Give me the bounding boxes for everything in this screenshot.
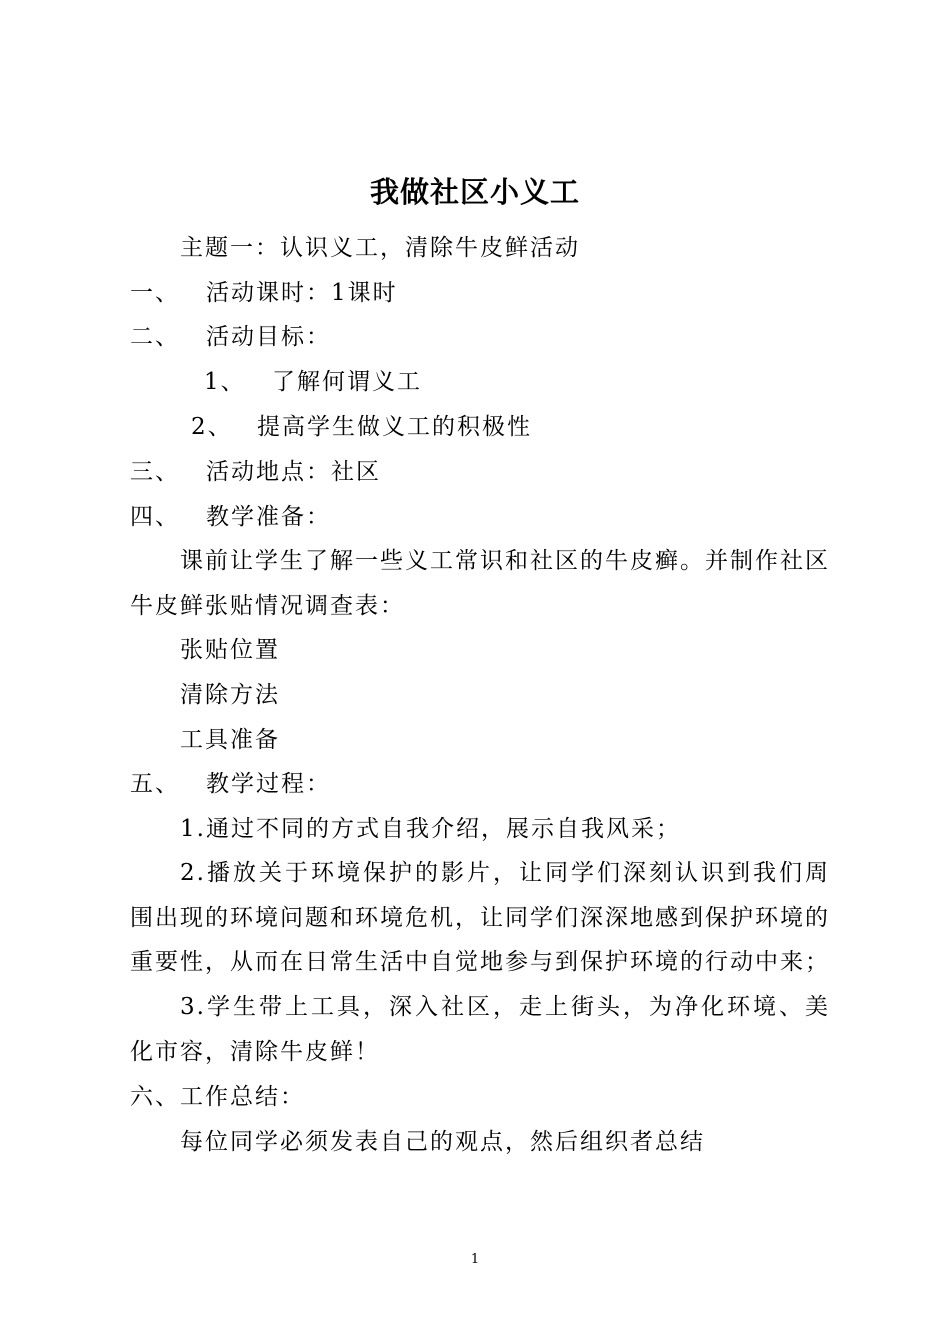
section-2 — [130, 320, 331, 354]
goal-text: 提高学生做义工的积极性 — [257, 414, 532, 440]
goal-number: 2、 — [191, 414, 233, 440]
section-number: 五、 — [130, 771, 180, 797]
step-3 — [130, 985, 830, 1074]
page-number: 1 — [470, 1252, 480, 1267]
section-text: 活动课时：1课时 — [206, 280, 398, 306]
prep-item-3: 工具准备 — [180, 727, 280, 753]
summary-text: 每位同学必须发表自己的观点，然后组织者总结 — [180, 1129, 705, 1155]
theme-line: 主题一：认识义工，清除牛皮鲜活动 — [180, 235, 580, 261]
section-text: 教学过程： — [206, 771, 331, 797]
section-text: 教学准备： — [206, 504, 331, 530]
section-number: 四、 — [130, 504, 180, 530]
goal-1 — [204, 365, 422, 399]
section-6: 六、工作总结： — [130, 1084, 305, 1110]
document-title: 我做社区小义工 — [369, 175, 580, 209]
prep-paragraph — [130, 539, 830, 628]
step-2 — [130, 851, 830, 985]
section-1 — [130, 276, 398, 310]
step-3-text: 3.学生带上工具，深入社区，走上街头，为净化环境、美化市容，清除牛皮鲜！ — [130, 994, 830, 1065]
goal-number: 1、 — [204, 369, 246, 395]
section-3 — [130, 455, 381, 489]
section-4 — [130, 500, 331, 534]
section-number: 三、 — [130, 459, 180, 485]
prep-text: 课前让学生了解一些义工常识和社区的牛皮癣。并制作社区牛皮鲜张贴情况调查表： — [130, 548, 830, 619]
step-1: 1.通过不同的方式自我介绍，展示自我风采； — [180, 816, 681, 842]
section-text: 活动目标： — [206, 324, 331, 350]
prep-item-2: 清除方法 — [180, 682, 280, 708]
section-number: 二、 — [130, 324, 180, 350]
section-text: 活动地点：社区 — [206, 459, 381, 485]
step-2-text: 2.播放关于环境保护的影片，让同学们深刻认识到我们周围出现的环境问题和环境危机，让同学们深深地感到保护环境的重要性，从而在日常生活中自觉地参与到保护环境的行动中来； — [130, 860, 830, 976]
prep-item-1: 张贴位置 — [180, 637, 280, 663]
section-number: 一、 — [130, 280, 180, 306]
section-5 — [130, 767, 331, 801]
goal-2 — [191, 410, 532, 444]
goal-text: 了解何谓义工 — [272, 369, 422, 395]
